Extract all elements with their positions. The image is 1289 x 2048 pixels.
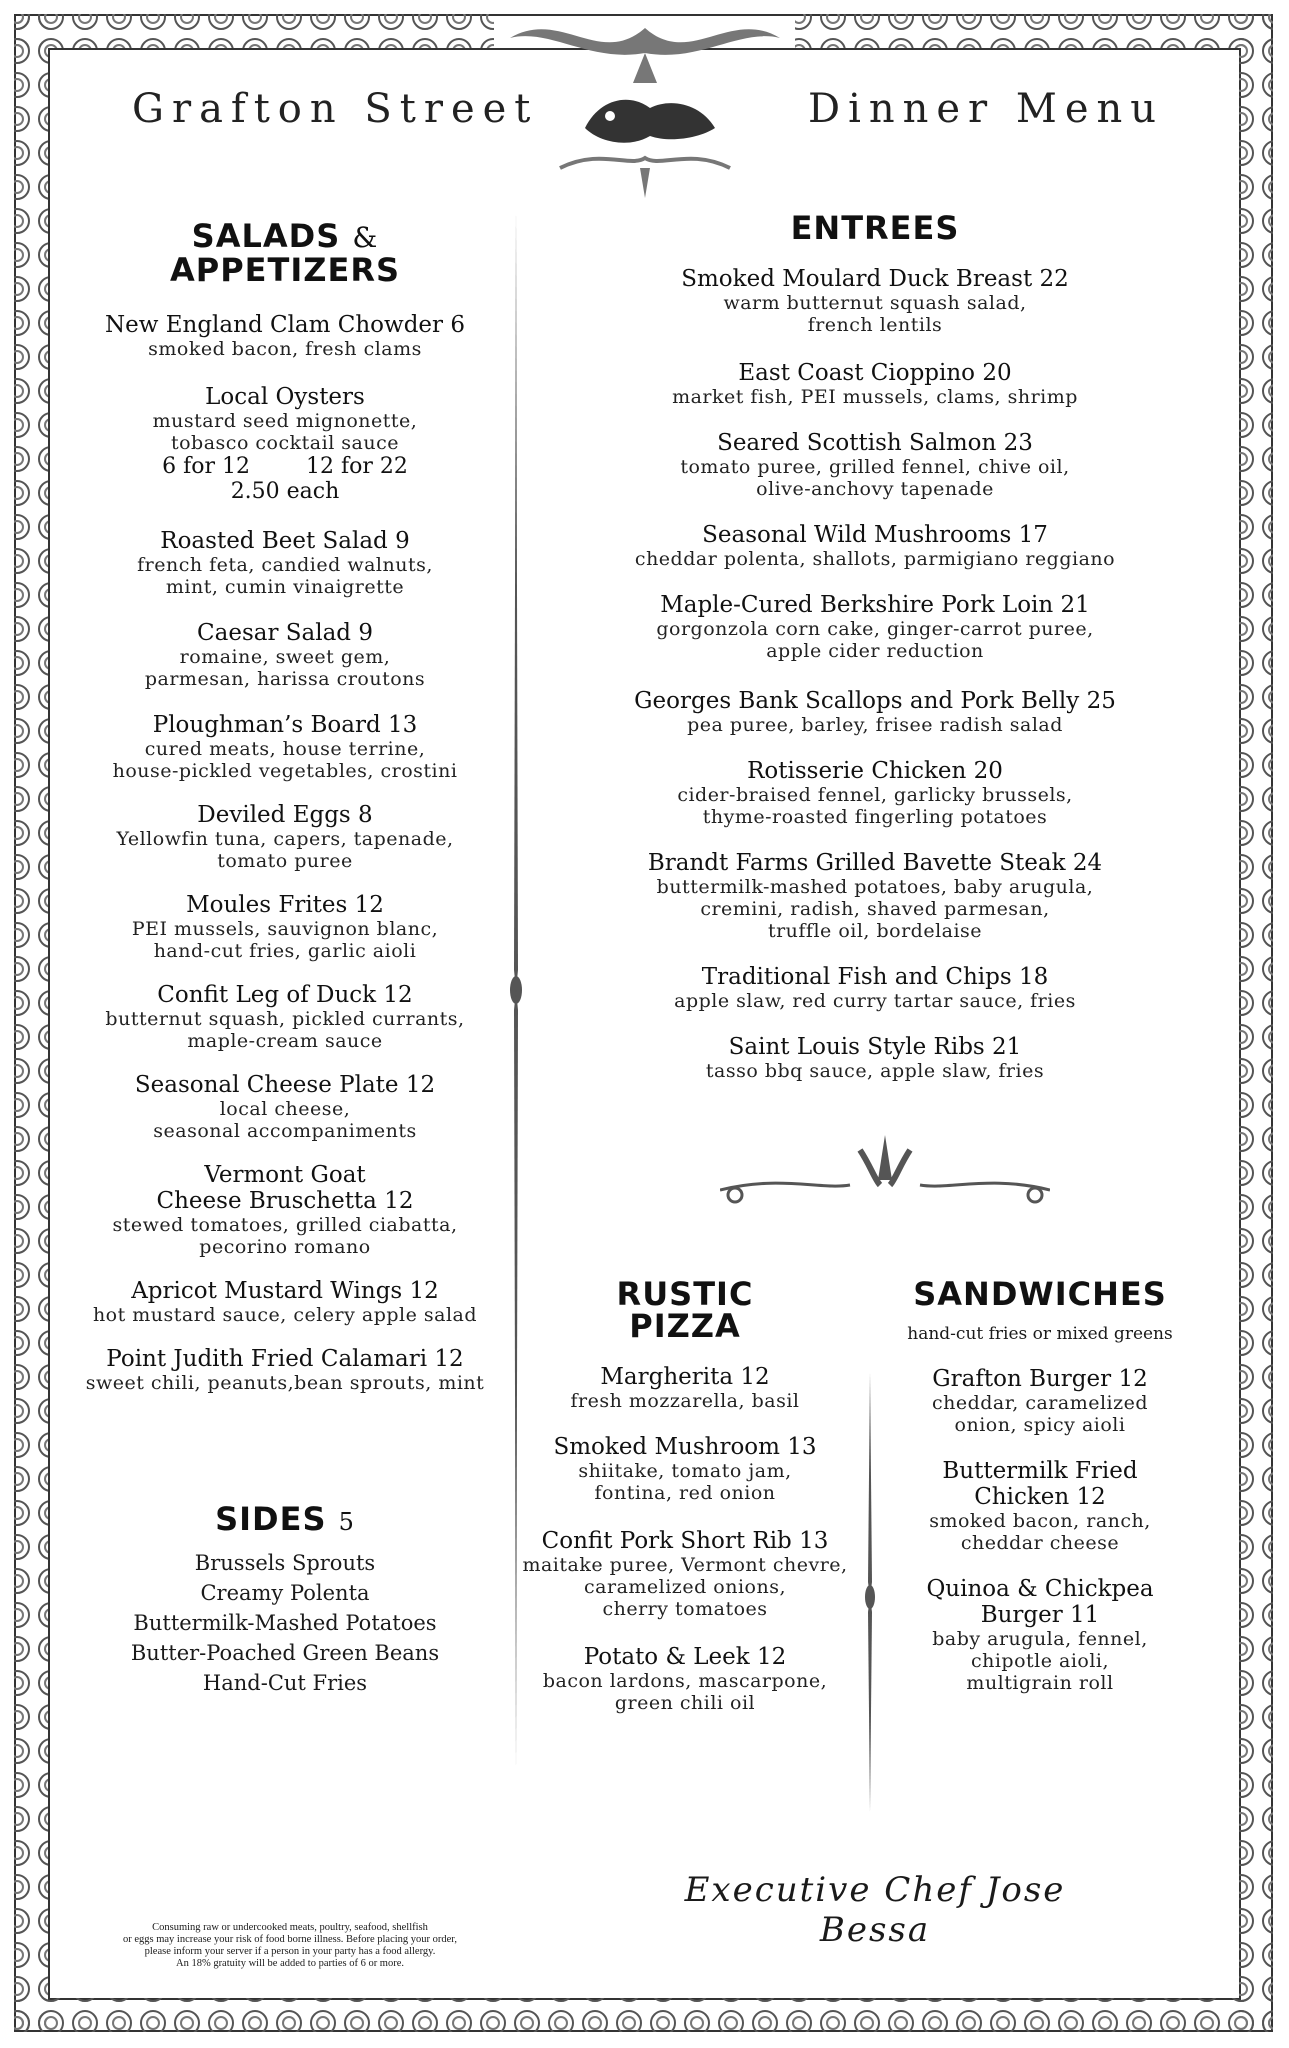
menu-item: Maple-Cured Berkshire Pork Loin 21 gorgonzola corn cake, ginger-carrot puree, apple cider reduction [656, 592, 1094, 662]
sandwiches-title: SANDWICHES [913, 1275, 1167, 1313]
menu-item: Buttermilk Fried Chicken 12 smoked bacon, ranch, cheddar cheese [929, 1458, 1151, 1554]
menu-item: Georges Bank Scallops and Pork Belly 25 pea puree, barley, frisee radish salad [634, 688, 1116, 736]
menu-item: Confit Leg of Duck 12 butternut squash, pickled currants, maple-cream sauce [105, 982, 465, 1052]
list-item: Butter-Poached Green Beans [130, 1641, 440, 1665]
entrees-section [580, 209, 1170, 1082]
list-item: Creamy Polenta [200, 1581, 370, 1605]
pizza-section [520, 1275, 850, 1714]
menu-item: Margherita 12 fresh mozzarella, basil [570, 1364, 800, 1412]
executive-chef: Executive Chef Jose Bessa [684, 1870, 1066, 1950]
menu-item: Potato & Leek 12 bacon lardons, mascarpone, green chili oil [542, 1644, 828, 1714]
menu-item: Brandt Farms Grilled Bavette Steak 24 buttermilk-mashed potatoes, baby arugula, cremini, radish, shaved parmesan, truffle oil, bordelaise [647, 850, 1103, 942]
menu-item: Point Judith Fried Calamari 12 sweet chili, peanuts,bean sprouts, mint [85, 1346, 485, 1394]
menu-item: Smoked Mushroom 13 shiitake, tomato jam, fontina, red onion [553, 1434, 817, 1504]
sides-list [70, 1548, 500, 1698]
menu-item: Confit Pork Short Rib 13 maitake puree, Vermont chevre, caramelized onions, cherry tomatoes [522, 1528, 848, 1620]
menu-item: New England Clam Chowder 6 smoked bacon, fresh clams [105, 312, 465, 360]
list-item: Hand-Cut Fries [202, 1671, 368, 1695]
salads-appetizers-section [70, 217, 500, 1394]
list-item: Brussels Sprouts [194, 1551, 376, 1575]
menu-item: Quinoa & Chickpea Burger 11 baby arugula, fennel, chipotle aioli, multigrain roll [926, 1576, 1154, 1694]
menu-item: Ploughman’s Board 13 cured meats, house terrine, house-pickled vegetables, crostini [112, 712, 458, 782]
list-item: Buttermilk-Mashed Potatoes [133, 1611, 437, 1635]
menu-item: Grafton Burger 12 cheddar, caramelized onion, spicy aioli [931, 1366, 1149, 1436]
menu-item: Deviled Eggs 8 Yellowfin tuna, capers, tapenade, tomato puree [116, 802, 454, 872]
entrees-title: ENTREES [790, 209, 960, 247]
flourish-ornament [720, 1135, 1050, 1215]
menu-item: East Coast Cioppino 20 market fish, PEI mussels, clams, shrimp [672, 360, 1078, 408]
menu-item: Moules Frites 12 PEI mussels, sauvignon blanc, hand-cut fries, garlic aioli [131, 892, 439, 962]
sandwiches-section [880, 1275, 1200, 1694]
menu-item: Seared Scottish Salmon 23 tomato puree, grilled fennel, chive oil, olive-anchovy tapenade [680, 430, 1070, 500]
lion-crest-icon [500, 8, 790, 208]
menu-item: Saint Louis Style Ribs 21 tasso bbq sauce, apple slaw, fries [705, 1034, 1045, 1082]
menu-item: Seasonal Cheese Plate 12 local cheese, seasonal accompaniments [134, 1072, 436, 1142]
menu-item: Smoked Moulard Duck Breast 22 warm butternut squash salad, french lentils [681, 266, 1069, 336]
menu-item: Caesar Salad 9 romaine, sweet gem, parmesan, harissa croutons [144, 620, 426, 690]
menu-item: Traditional Fish and Chips 18 apple slaw, red curry tartar sauce, fries [674, 964, 1076, 1012]
restaurant-name: Grafton Street [132, 86, 539, 132]
menu-item: Apricot Mustard Wings 12 hot mustard sauce, celery apple salad [92, 1278, 478, 1326]
sides-section [70, 1500, 500, 1698]
sandwiches-subtitle: hand-cut fries or mixed greens [907, 1324, 1173, 1344]
pizza-title: RUSTIC PIZZA [616, 1275, 754, 1345]
sandwich-divider [863, 1372, 877, 1812]
menu-item: Seasonal Wild Mushrooms 17 cheddar polenta, shallots, parmigiano reggiano [634, 522, 1116, 570]
menu-item: Vermont Goat Cheese Bruschetta 12 stewed tomatoes, grilled ciabatta, pecorino romano [112, 1162, 458, 1258]
menu-item: Rotisserie Chicken 20 cider-braised fennel, garlicky brussels, thyme-roasted fingerling potatoes [677, 758, 1073, 828]
menu-title: Dinner Menu [808, 86, 1165, 132]
sides-title: SIDES 5 [215, 1500, 355, 1538]
menu-item: Local Oysters mustard seed mignonette, tobasco cocktail sauce 6 for 12 12 for 22 2.50 each [152, 384, 418, 504]
menu-item: Roasted Beet Salad 9 french feta, candied walnuts, mint, cumin vinaigrette [137, 528, 433, 598]
food-safety-notice: Consuming raw or undercooked meats, poultry, seafood, shellfish or eggs may increase your risk of food borne illness. Before placing your order, please inform your server if a person in your party has a food allergy. An 18% gratuity will be added to parties of 6 or more. [122, 1922, 458, 1969]
salads-title: SALADS & APPETIZERS [169, 217, 400, 289]
